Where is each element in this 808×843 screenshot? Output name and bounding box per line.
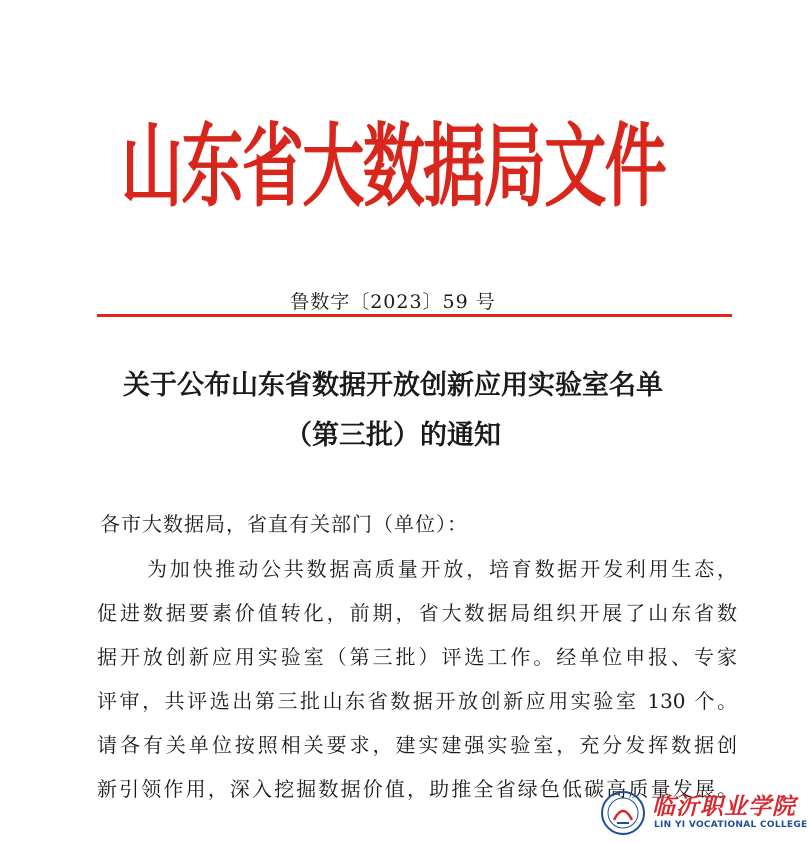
college-emblem-icon (600, 790, 646, 836)
red-divider-line (97, 314, 732, 317)
body-line-1: 为加快推动公共数据高质量开放，培育数据开发利用生态， (147, 557, 737, 581)
body-line-6: 新引领作用，深入挖掘数据价值，助推全省绿色低碳高质量发展。 (97, 777, 737, 801)
body-line-4: 评审，共评选出第三批山东省数据开放创新应用实验室 130 个。 (97, 689, 737, 713)
college-name-english: LIN YI VOCATIONAL COLLEGE (654, 820, 808, 830)
addressee: 各市大数据局，省直有关部门（单位）： (100, 512, 468, 536)
body-line-3: 据开放创新应用实验室（第三批）评选工作。经单位申报、专家 (97, 645, 737, 669)
body-line-5: 请各有关单位按照相关要求，建实建强实验室，充分发挥数据创 (97, 733, 737, 757)
college-name-chinese: 临沂职业学院 (652, 793, 796, 820)
notice-title-line-1: 关于公布山东省数据开放创新应用实验室名单 (123, 370, 663, 401)
notice-title-line-2: （第三批）的通知 (285, 420, 501, 451)
body-line-2: 促进数据要素价值转化，前期，省大数据局组织开展了山东省数 (97, 601, 737, 625)
document-number: 鲁数字〔2023〕59 号 (290, 291, 496, 313)
document-header-title: 山东省大数据局文件 (120, 114, 666, 220)
college-watermark-logo (596, 788, 808, 838)
